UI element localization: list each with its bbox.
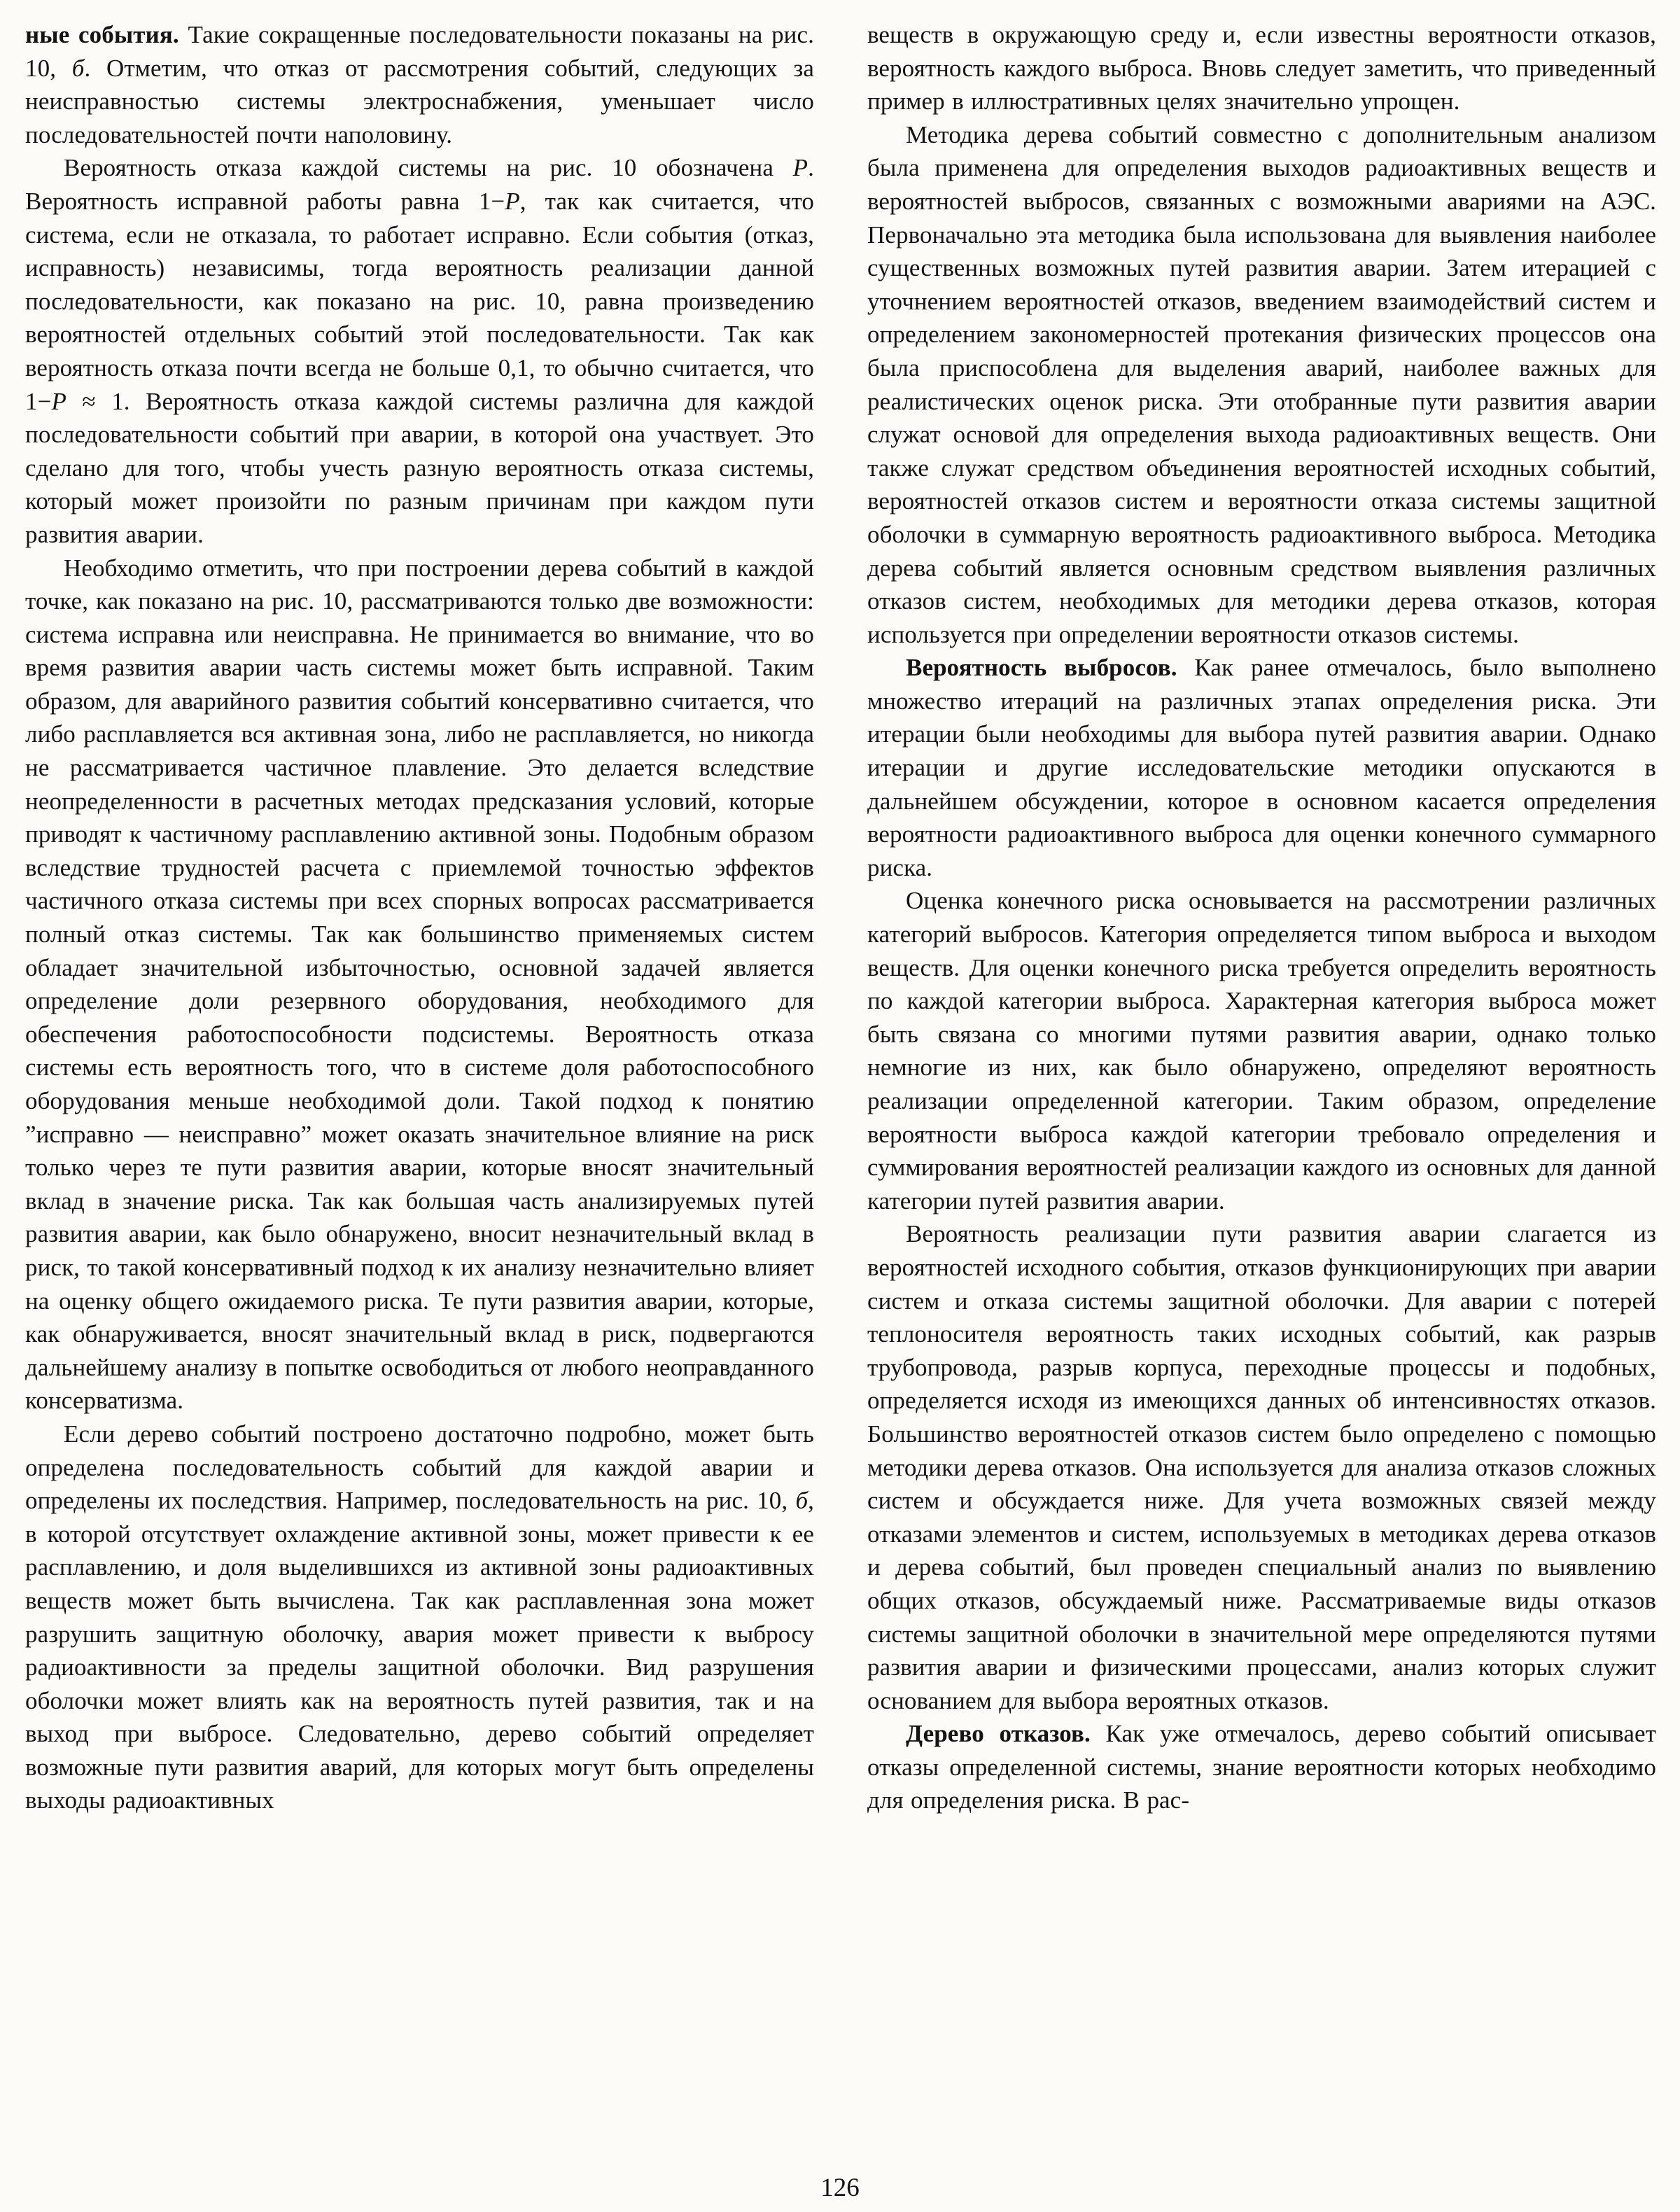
text-run: . Вероятность исправной работы равна 1− — [25, 154, 814, 215]
text-run: Р — [51, 387, 66, 415]
text-run: Если дерево событий построено достаточно подробно, может быть определена последовательность событий для каждой аварии и определены их последствия. Например, последовательность на рис. 10, — [25, 1420, 814, 1515]
right-column — [867, 18, 1656, 1817]
paragraph — [25, 552, 814, 1418]
text-run: Вероятность реализации пути развития аварии слагается из вероятностей исходного события, отказов функционирующих при аварии систем и отказа системы защитной оболочки. Для аварии с потерей теплоносителя вероятность таких исходных событий, как разрыв трубопровода, разрыв корпуса, переходные процессы и подобных, определяется исходя из имеющихся данных об интенсивностях отказов. Большинство вероятностей отказов систем было определено с помощью методики дерева отказов. Она используется для анализа отказов сложных систем и обсуждается ниже. Для учета возможных связей между отказами элементов и систем, используемых в методиках дерева отказов и дерева событий, был проведен специальный анализ по выявлению общих отказов, обсуждаемый ниже. Рассматриваемые виды отказов системы защитной оболочки в значительной мере определяются путями развития аварии и физическими процессами, анализ которых служит основанием для выбора вероятных отказов. — [867, 1220, 1656, 1714]
text-run: , в которой отсутствует охлаждение активной зоны, может привести к ее расплавлению, и доля выделившихся из активной зоны радиоактивных веществ может быть вычислена. Так как расплавленная зона может разрушить защитную оболочку, авария может привести к выбросу радиоактивности за пределы защитной оболочки. Вид разрушения оболочки может влиять как на вероятность путей развития, так и на выход при выбросе. Следовательно, дерево событий определяет возможные пути развития аварий, для которых могут быть определены выходы радиоактивных — [25, 1487, 814, 1814]
text-run: Р — [505, 187, 520, 215]
text-run: , так как считается, что система, если не отказала, то работает исправно. Если события (отказ, исправность) независимы, тогда вероятность реализации данной последовательности, как показано на рис. 10, равна произведению вероятностей отдельных событий этой последовательности. Так как вероятность отказа почти всегда не больше 0,1, то обычно считается, что 1− — [25, 187, 814, 415]
text-run: ≈ 1. Вероятность отказа каждой системы различна для каждой последовательности событий при аварии, в которой она участвует. Это сделано для того, чтобы учесть разную вероятность отказа системы, который может произойти по разным причинам при каждом пути развития аварии. — [25, 387, 814, 548]
text-run: Такие сокращенные последовательности показаны на рис. 10, — [25, 21, 814, 82]
text-run: б — [71, 54, 85, 82]
text-run: Методика дерева событий совместно с дополнительным анализом была применена для определения выходов радиоактивных веществ и вероятностей выбросов, связанных с возможными авариями на АЭС. Первоначально эта методика была использована для выявления наиболее существенных возможных путей развития аварии. Затем итерацией с уточнением вероятностей отказов, введением взаимодействий систем и определением закономерностей протекания физических процессов она была приспособлена для выделения аварий, наиболее важных для реалистических оценок риска. Эти отобранные пути развития аварии служат основой для определения выхода радиоактивных веществ. Они также служат средством объединения вероятностей исходных событий, вероятностей отказов систем и вероятности отказа системы защитной оболочки в суммарную вероятность радиоактивного выброса. Методика дерева событий является основным средством выявления различных отказов систем, необходимых для методики дерева отказов, которая используется при определении вероятности отказов системы. — [867, 120, 1656, 648]
paragraph — [867, 1717, 1656, 1817]
paragraph — [25, 1418, 814, 1817]
paragraph — [25, 151, 814, 551]
paragraph — [867, 1217, 1656, 1717]
text-run: Как ранее отмечалось, было выполнено множество итераций на различных этапах определения риска. Эти итерации были необходимы для выбора путей развития аварии. Однако итерации и другие исследовательские методики опускаются в дальнейшем обсуждении, которое в основном касается определения вероятности радиоактивного выброса для оценки конечного суммарного риска. — [867, 654, 1656, 881]
text-run: . Отметим, что отказ от рассмотрения событий, следующих за неисправностью системы электроснабжения, уменьшает число последовательностей почти наполовину. — [25, 54, 814, 148]
text-columns — [25, 18, 1656, 1817]
text-run: Необходимо отметить, что при построении дерева событий в каждой точке, как показано на рис. 10, рассматриваются только две возможности: система исправна или неисправна. Не принимается во внимание, что во время развития аварии часть системы может быть исправной. Таким образом, для аварийного развития событий консервативно считается, что либо расплавляется вся активная зона, либо не расплавляется, но никогда не рассматривается частичное плавление. Это делается вследствие неопределенности в расчетных методах предсказания условий, которые приводят к частичному расплавлению активной зоны. Подобным образом вследствие трудностей расчета с приемлемой точностью эффектов частичного отказа системы при всех спорных вопросах рассматривается полный отказ системы. Так как большинство применяемых систем обладает значительной избыточностью, основной задачей является определение доли резервного оборудования, необходимого для обеспечения работоспособности подсистемы. Вероятность отказа системы есть вероятность того, что в системе доля работоспособного оборудования меньше необходимой доли. Такой подход к понятию ”исправно — неисправно” может оказать значительное влияние на риск только через те пути развития аварии, которые вносят значительный вклад в значение риска. Так как большая часть анализируемых путей развития аварии, как было обнаружено, вносит незначительный вклад в риск, то такой консервативный подход к их анализу незначительно влияет на оценку общего ожидаемого риска. Те пути развития аварии, которые, как обнаруживается, вносят значительный вклад в риск, подвергаются дальнейшему анализу в попытке освободиться от любого неоправданного консерватизма. — [25, 554, 814, 1415]
page-number: 126 — [820, 2174, 860, 2202]
paragraph — [867, 118, 1656, 652]
text-run: Как уже отмечалось, дерево событий описывает отказы определенной системы, знание вероятности которых необходимо для определения риска. В рас- — [867, 1720, 1656, 1814]
paragraph — [867, 18, 1656, 118]
text-run: веществ в окружающую среду и, если известны вероятности отказов, вероятность каждого выброса. Вновь следует заметить, что приведенный пример в иллюстративных целях значительно упрощен. — [867, 21, 1656, 115]
paragraph-lead: Дерево отказов. — [906, 1720, 1091, 1748]
text-run: Оценка конечного риска основывается на рассмотрении различных категорий выбросов. Категория определяется типом выброса и выходом веществ. Для оценки конечного риска требуется определить вероятность по каждой категории выброса. Характерная категория выброса может быть связана со многими путями развития аварии, однако только немногие из них, как было обнаружено, определяют вероятность реализации определенной категории. Таким образом, определение вероятности выброса каждой категории требовало определения и суммирования вероятностей реализации каждого из основных для данной категории путей развития аварии. — [867, 887, 1656, 1214]
paragraph — [25, 18, 814, 151]
text-run: б — [795, 1487, 808, 1515]
left-column — [25, 18, 814, 1817]
text-run: Вероятность отказа каждой системы на рис. 10 обозначена — [64, 154, 793, 182]
paragraph-lead: ные события. — [25, 21, 179, 48]
paragraph — [867, 884, 1656, 1217]
text-run: Р — [792, 154, 808, 182]
paragraph-lead: Вероятность выбросов. — [906, 654, 1177, 682]
paragraph — [867, 651, 1656, 884]
